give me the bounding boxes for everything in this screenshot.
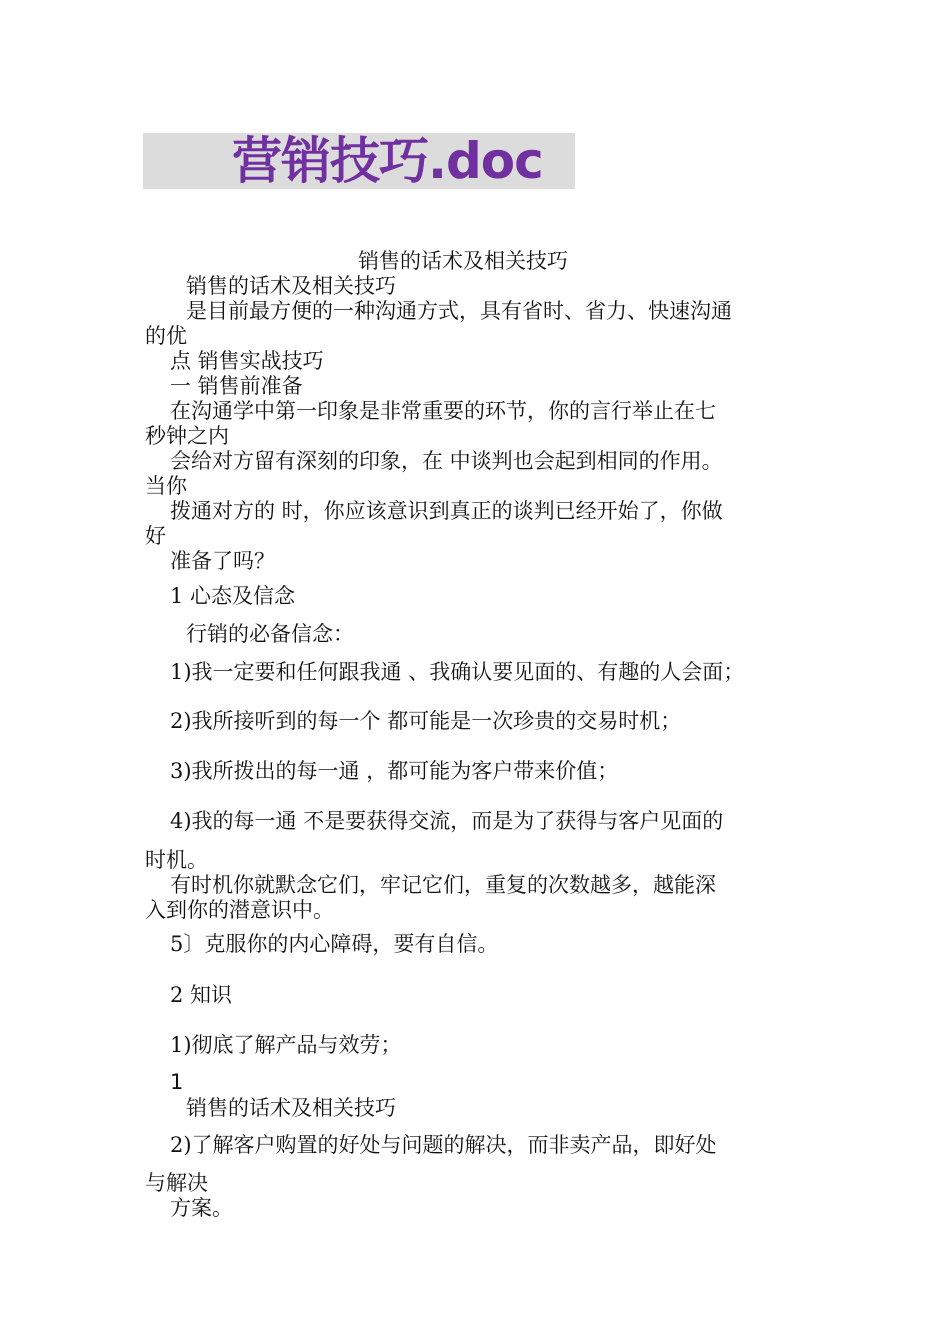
text-line: 秒钟之内 [145, 424, 229, 448]
list-item: 2)我所接听到的每一个 都可能是一次珍贵的交易时机； [170, 709, 682, 733]
text-line: 有时机你就默念它们，牢记它们，重复的次数越多，越能深 [170, 873, 716, 897]
text-line: 在沟通学中第一印象是非常重要的环节，你的言行举止在七 [170, 399, 716, 423]
list-item: 1)彻底了解产品与效劳； [170, 1033, 402, 1057]
text-line: 行销的必备信念： [186, 622, 354, 646]
text-line: 入到你的潜意识中。 [145, 898, 334, 922]
list-item: 2)了解客户购置的好处与问题的解决，而非卖产品，即好处 [170, 1133, 717, 1157]
page-header: 销售的话术及相关技巧 [186, 1096, 396, 1120]
list-item: 4)我的每一通 不是要获得交流，而是为了获得与客户见面的 [170, 809, 724, 833]
section-heading: 1 心态及信念 [170, 584, 296, 608]
text-line: 与解决 [145, 1171, 208, 1195]
list-item: 3)我所拨出的每一通 ，都可能为客户带来价值； [170, 759, 619, 783]
text-line: 拨通对方的 时，你应该意识到真正的谈判已经开始了，你做 [170, 499, 723, 523]
centered-heading: 销售的话术及相关技巧 [358, 249, 568, 273]
text-line: 准备了吗？ [170, 549, 275, 573]
text-line: 是目前最方便的一种沟通方式，具有省时、省力、快速沟通 [186, 299, 732, 323]
text-line: 好 [145, 524, 166, 548]
text-line: 方案。 [170, 1196, 233, 1220]
text-line: 一 销售前准备 [170, 374, 303, 398]
text-line: 的优 [145, 324, 187, 348]
document-title: 营销技巧.doc [232, 132, 543, 190]
text-line: 时机。 [145, 848, 208, 872]
text-line: 点 销售实战技巧 [170, 349, 324, 373]
section-heading: 2 知识 [170, 983, 233, 1007]
text-line: 销售的话术及相关技巧 [186, 274, 396, 298]
list-item: 1)我一定要和任何跟我通 、我确认要见面的、有趣的人会面； [170, 660, 745, 684]
list-item: 5〕克服你的内心障碍，要有自信。 [170, 932, 499, 956]
page-number: 1 [170, 1070, 184, 1094]
text-line: 当你 [145, 474, 187, 498]
text-line: 会给对方留有深刻的印象，在 中谈判也会起到相同的作用。 [170, 449, 723, 473]
